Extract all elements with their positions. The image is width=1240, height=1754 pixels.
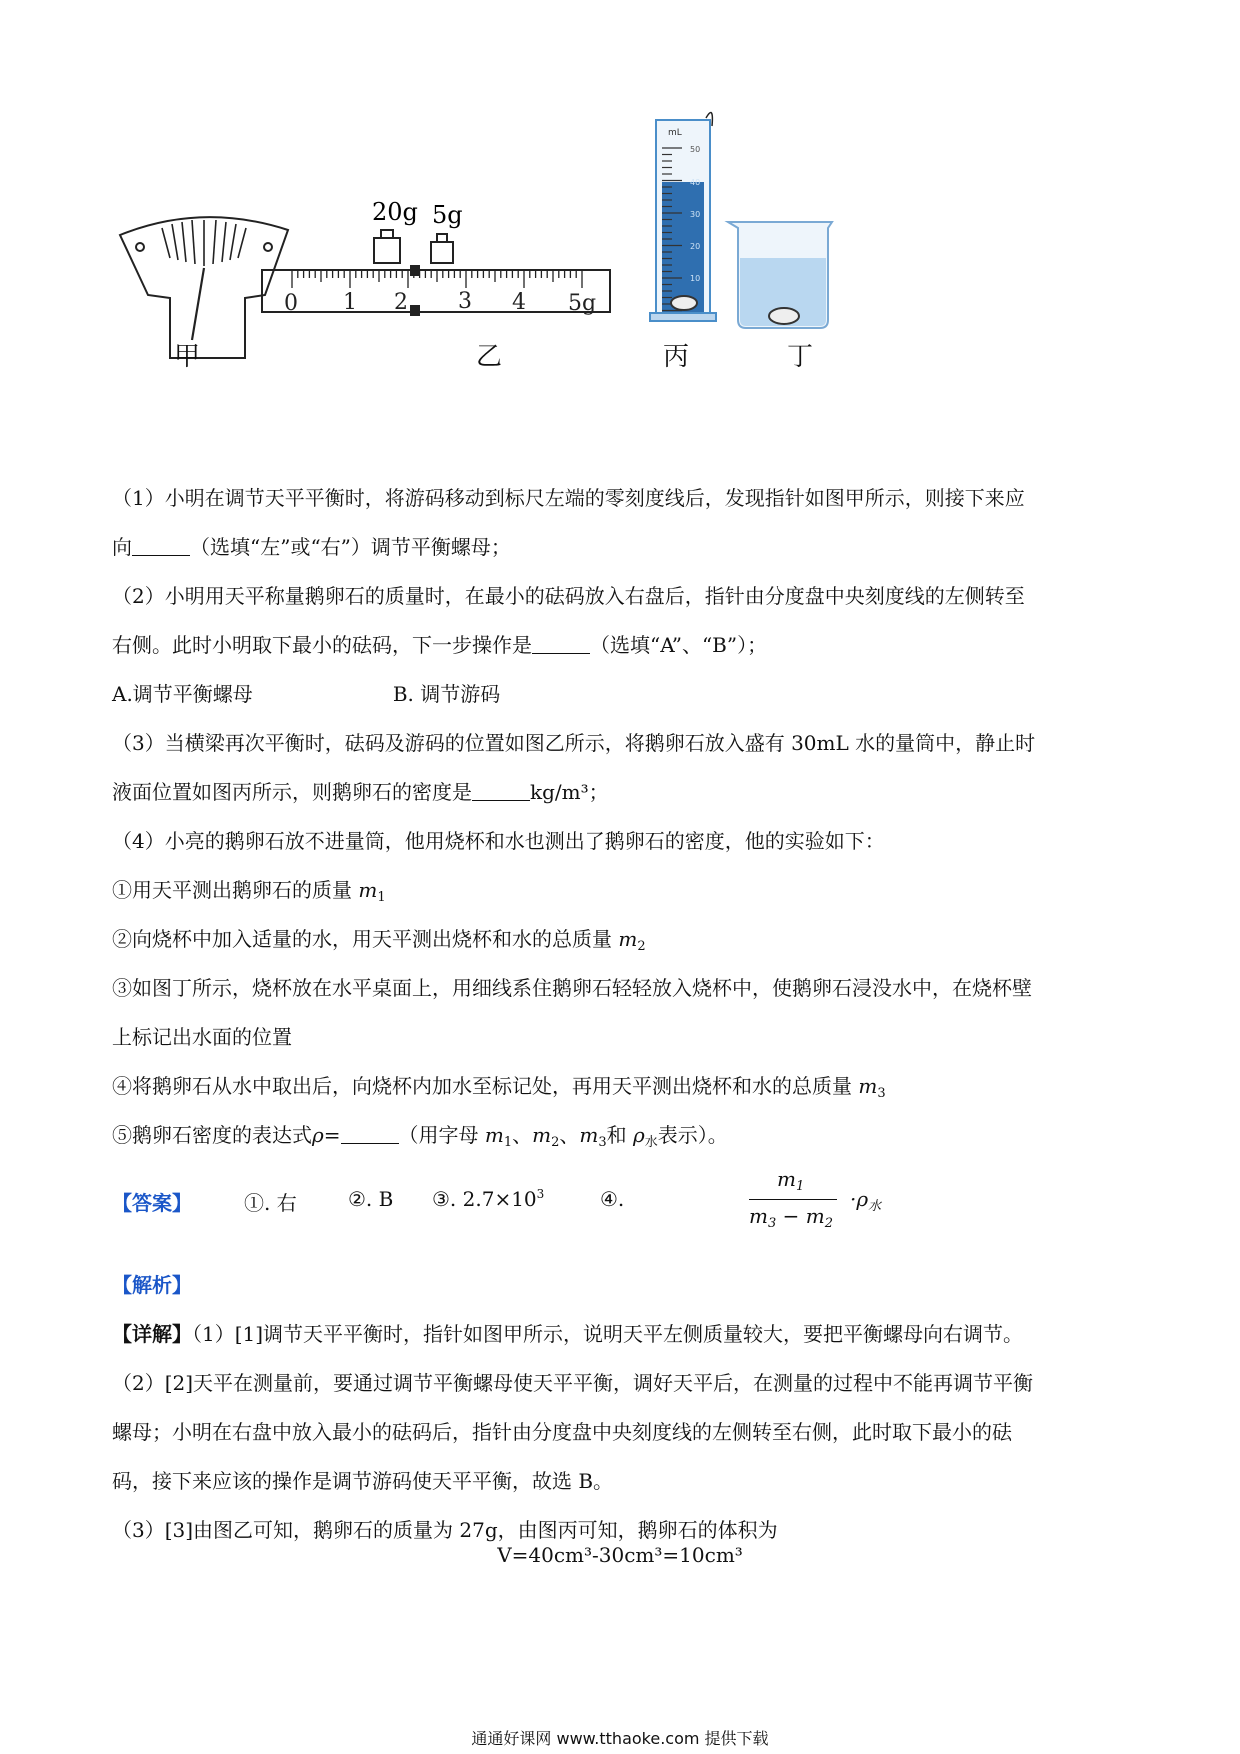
analysis-tag: 【解析】 [112, 1273, 192, 1297]
analysis-line: （3）[3]由图乙可知，鹅卵石的质量为 27g，由图丙可知，鹅卵石的体积为 [112, 1518, 778, 1542]
rider-scale [262, 266, 610, 315]
cylinder-mark: 50 [690, 145, 701, 154]
answer-4-fraction: $m_1$ $m_3 - m_2$ [749, 1163, 844, 1243]
answer-1: ①. 右 [244, 1191, 297, 1215]
answer-4-rho: $\cdot\rho_水$ [850, 1187, 882, 1214]
step-line: ③如图丁所示，烧杯放在水平桌面上，用细线系住鹅卵石轻轻放入烧杯中，使鹅卵石浸没水中，在烧杯壁 [112, 976, 1032, 1000]
cylinder-mark: 10 [690, 274, 701, 283]
analysis-line: 螺母；小明在右盘中放入最小的砝码后，指针由分度盘中央刻度线的左侧转至右侧，此时取下最小的砝 [112, 1420, 1012, 1444]
ruler-tick-label: 4 [512, 290, 526, 315]
analysis-line: （2）[2]天平在测量前，要通过调节平衡螺母使天平平衡，调好天平后，在测量的过程中不能再调节平衡 [112, 1371, 1034, 1395]
step-line: ⑤鹅卵石密度的表达式ρ= （用字母 $m_1$、$m_2$、$m_3$和 $\rho_水$表示）。 [112, 1123, 728, 1150]
page-footer: 通通好课网 www.tthaoke.com 提供下载 [471, 1729, 769, 1748]
figure-label-bing: 丙 [663, 342, 690, 372]
analysis-block [112, 1261, 1132, 1555]
cylinder-unit: mL [668, 128, 682, 138]
option-b: B. 调节游码 [392, 682, 501, 706]
beaker [728, 222, 832, 328]
answer-blank [132, 533, 190, 556]
answer-4: ④. [600, 1187, 625, 1211]
answer-2: ②. B [348, 1187, 394, 1211]
question-line: （1）小明在调节天平平衡时，将游码移动到标尺左端的零刻度线后，发现指针如图甲所示，则接下来应 [112, 486, 1025, 510]
question-line: （3）当横梁再次平衡时，砝码及游码的位置如图乙所示，将鹅卵石放入盛有 30mL 水的量筒中，静止时 [112, 731, 1036, 755]
answer-3: ③. $2.7\times 10^3$ [432, 1187, 545, 1211]
cylinder-mark: 30 [690, 210, 701, 219]
volume-formula: V=40cm³-30cm³=10cm³ [497, 1543, 743, 1567]
ruler-tick-label: 0 [284, 291, 298, 316]
analysis-line: 码，接下来应该的操作是调节游码使天平平衡，故选 B。 [112, 1469, 614, 1493]
weight-5g-label: 5g [432, 201, 463, 229]
experiment-figure [110, 110, 970, 410]
ruler-tick-label: 5g [568, 291, 597, 316]
step-line: ④将鹅卵石从水中取出后，向烧杯内加水至标记处，再用天平测出烧杯和水的总质量 $m_3$ [112, 1074, 886, 1101]
ruler-tick-label: 1 [343, 290, 357, 315]
cylinder-mark: 40 [690, 178, 701, 187]
figure-label-ding: 丁 [787, 342, 814, 372]
answer-blank [532, 631, 590, 654]
question-line: 右侧。此时小明取下最小的砝码，下一步操作是 （选填“A”、“B”）； [112, 633, 768, 657]
question-line: （2）小明用天平称量鹅卵石的质量时，在最小的砝码放入右盘后，指针由分度盘中央刻度线的左侧转至 [112, 584, 1025, 608]
ruler-tick-label: 3 [458, 289, 472, 314]
weights-drawing [374, 230, 453, 263]
figure-label-jia: 甲 [174, 342, 201, 372]
analysis-line: 【详解】（1）[1]调节天平平衡时，指针如图甲所示，说明天平左侧质量较大，要把平衡螺母向右调节。 [112, 1322, 1024, 1346]
answer-blank [341, 1121, 399, 1144]
step-line: 上标记出水面的位置 [112, 1025, 292, 1049]
question-line: 向 （选填“左”或“右”）调节平衡螺母； [112, 535, 511, 559]
cylinder-mark: 20 [690, 242, 701, 251]
question-line: 液面位置如图丙所示，则鹅卵石的密度是 kg/m³； [112, 780, 609, 804]
question-line: （4）小亮的鹅卵石放不进量筒，他用烧杯和水也测出了鹅卵石的密度，他的实验如下： [112, 829, 885, 853]
ruler-tick-label: 2 [394, 290, 408, 315]
option-line [112, 670, 1132, 719]
question-block [112, 474, 1132, 1160]
answer-blank [472, 778, 530, 801]
step-line: ①用天平测出鹅卵石的质量 $m_1$ [112, 878, 386, 905]
figure-label-yi: 乙 [476, 342, 503, 372]
weight-20g-label: 20g [372, 198, 418, 226]
answer-row [112, 1163, 1112, 1243]
graduated-cylinder [650, 113, 716, 321]
apparatus-drawing [110, 110, 970, 410]
option-a: A.调节平衡螺母 [112, 682, 253, 706]
answer-tag: 【答案】 [112, 1191, 192, 1215]
step-line: ②向烧杯中加入适量的水，用天平测出烧杯和水的总质量 $m_2$ [112, 927, 646, 954]
